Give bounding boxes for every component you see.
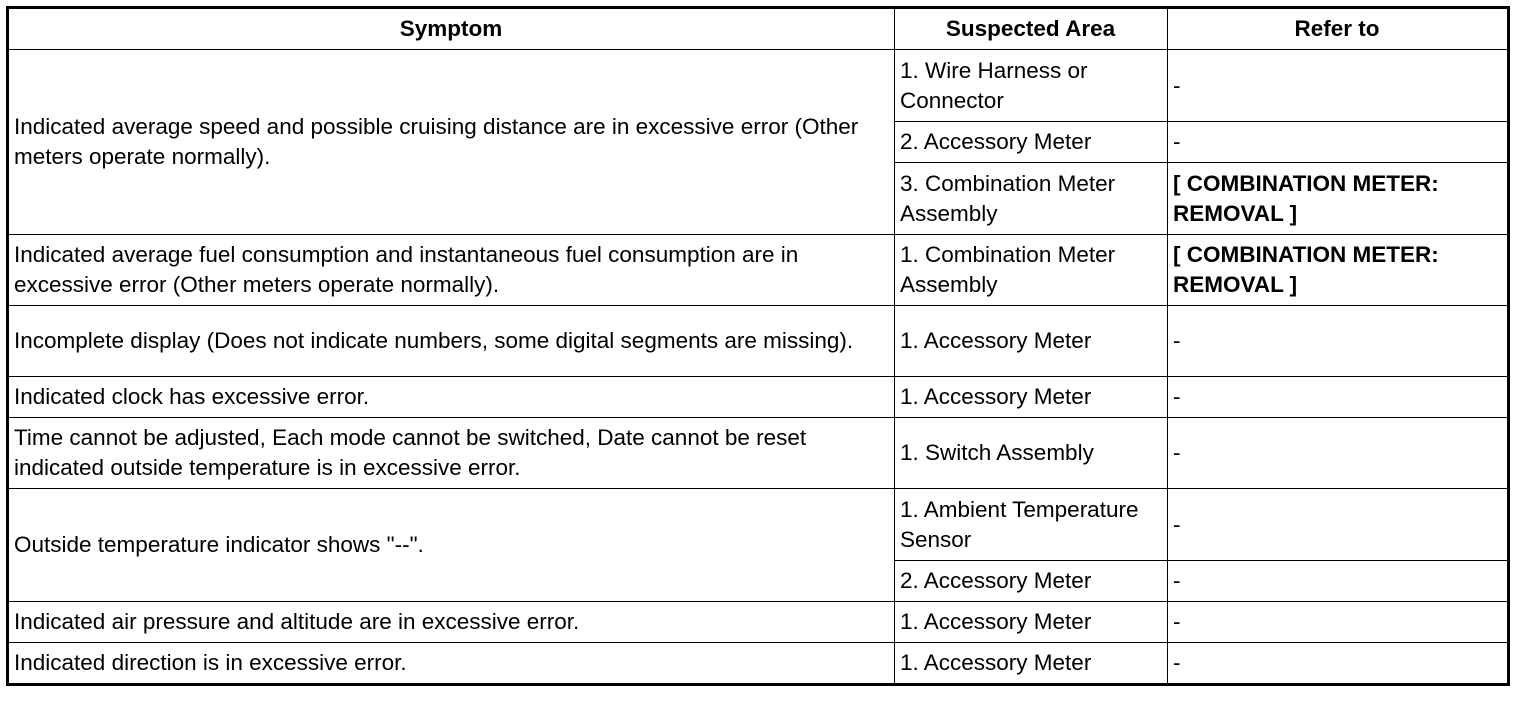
symptom-cell: Indicated average fuel consumption and instantaneous fuel consumption are in excessive error (Other meters operate normally). (8, 235, 895, 306)
header-symptom: Symptom (8, 8, 895, 50)
refer-to-cell: - (1168, 643, 1509, 685)
refer-to-cell: - (1168, 122, 1509, 163)
refer-to-link[interactable]: [ COMBINATION METER: REMOVAL ] (1168, 163, 1509, 235)
table-row (8, 50, 1509, 122)
refer-to-cell: - (1168, 561, 1509, 602)
suspected-area-cell: 2. Accessory Meter (895, 122, 1168, 163)
refer-to-cell: - (1168, 377, 1509, 418)
header-refer-to: Refer to (1168, 8, 1509, 50)
table-row (8, 418, 1509, 489)
suspected-area-cell: 1. Accessory Meter (895, 602, 1168, 643)
symptom-cell: Time cannot be adjusted, Each mode cannot be switched, Date cannot be reset indicated outside temperature is in excessive error. (8, 418, 895, 489)
suspected-area-cell: 1. Accessory Meter (895, 306, 1168, 377)
symptom-cell: Indicated direction is in excessive error. (8, 643, 895, 685)
header-row (8, 8, 1509, 50)
suspected-area-cell: 1. Switch Assembly (895, 418, 1168, 489)
table-row (8, 602, 1509, 643)
symptom-table (6, 6, 1510, 686)
suspected-area-cell: 1. Accessory Meter (895, 377, 1168, 418)
table-row (8, 377, 1509, 418)
symptom-cell: Indicated average speed and possible cruising distance are in excessive error (Other meters operate normally). (8, 50, 895, 235)
header-suspected-area: Suspected Area (895, 8, 1168, 50)
refer-to-cell: - (1168, 602, 1509, 643)
suspected-area-cell: 2. Accessory Meter (895, 561, 1168, 602)
refer-to-link[interactable]: [ COMBINATION METER: REMOVAL ] (1168, 235, 1509, 306)
table-row (8, 489, 1509, 561)
suspected-area-cell: 1. Ambient Temperature Sensor (895, 489, 1168, 561)
symptom-cell: Incomplete display (Does not indicate numbers, some digital segments are missing). (8, 306, 895, 377)
table-row (8, 306, 1509, 377)
refer-to-cell: - (1168, 306, 1509, 377)
suspected-area-cell: 1. Wire Harness or Connector (895, 50, 1168, 122)
symptom-cell: Indicated clock has excessive error. (8, 377, 895, 418)
suspected-area-cell: 1. Combination Meter Assembly (895, 235, 1168, 306)
refer-to-cell: - (1168, 418, 1509, 489)
suspected-area-cell: 1. Accessory Meter (895, 643, 1168, 685)
table-row (8, 235, 1509, 306)
suspected-area-cell: 3. Combination Meter Assembly (895, 163, 1168, 235)
refer-to-cell: - (1168, 489, 1509, 561)
refer-to-cell: - (1168, 50, 1509, 122)
symptom-cell: Outside temperature indicator shows "--". (8, 489, 895, 602)
table-row (8, 643, 1509, 685)
symptom-cell: Indicated air pressure and altitude are in excessive error. (8, 602, 895, 643)
